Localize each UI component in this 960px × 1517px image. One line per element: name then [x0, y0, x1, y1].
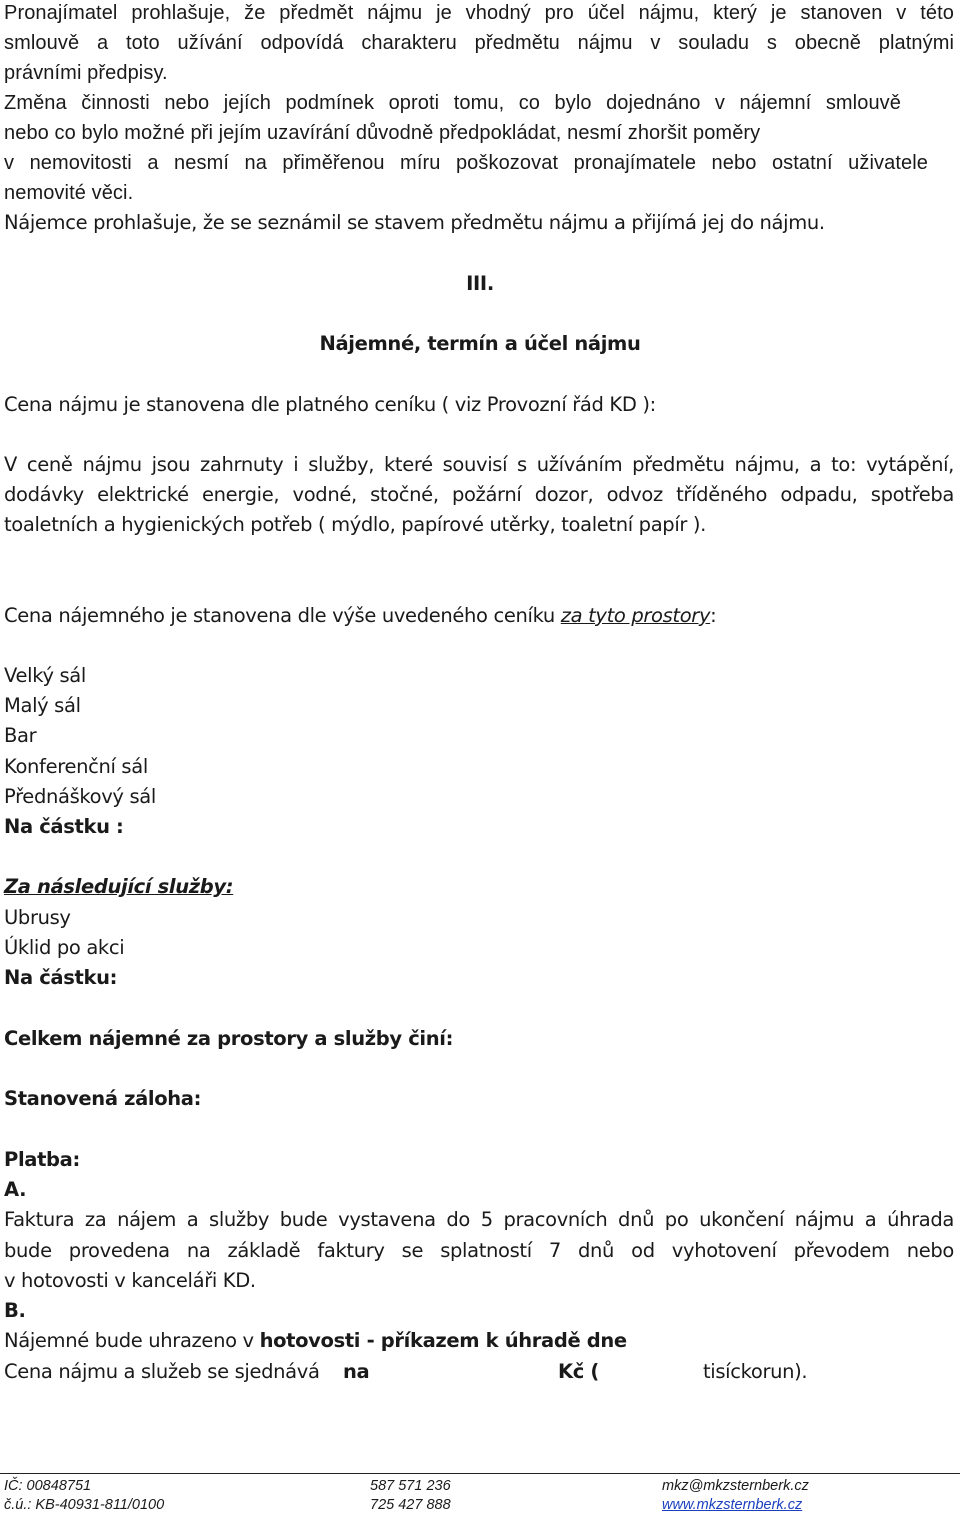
- paragraph-line: Nájemce prohlašuje, že se seznámil se stavem předmětu nájmu a přijímá jej do nájmu.: [4, 211, 825, 234]
- price-agreed-na: na: [343, 1360, 370, 1383]
- rent-intro: [4, 601, 716, 631]
- price-agreed-currency: Kč (: [558, 1360, 599, 1383]
- total-label: Celkem nájemné za prostory a služby činí:: [4, 1027, 454, 1050]
- option-a-label: A.: [4, 1178, 27, 1201]
- option-b-line: [4, 1326, 627, 1356]
- option-b-text: Nájemné bude uhrazeno v: [4, 1329, 260, 1352]
- services-heading: Za následující služby:: [4, 875, 234, 898]
- footer-account: č.ú.: KB-40931-811/0100: [4, 1497, 165, 1513]
- room-item: Přednáškový sál: [4, 785, 156, 808]
- paragraph-line: smlouvě a toto užívání odpovídá charakteru předmětu nájmu v souladu s obecně platnými: [4, 32, 954, 54]
- paragraph-line: v nemovitosti a nesmí na přiměřenou míru poškozovat pronajímatele nebo ostatní uživatele: [4, 152, 928, 174]
- footer-email: mkz@mkzsternberk.cz: [662, 1478, 809, 1494]
- amount-label: Na částku :: [4, 815, 124, 838]
- paragraph-line: právními předpisy.: [4, 62, 168, 84]
- page-footer: [0, 1473, 960, 1517]
- paragraph-line: nemovité věci.: [4, 182, 134, 204]
- footer-phone: 725 427 888: [370, 1497, 451, 1513]
- footer-web-link[interactable]: www.mkzsternberk.cz: [662, 1497, 803, 1513]
- service-item: Úklid po akci: [4, 936, 125, 959]
- payment-label: Platba:: [4, 1148, 80, 1171]
- rent-intro-emphasis: za tyto prostory: [560, 604, 711, 627]
- option-a-line: Faktura za nájem a služby bude vystavena do 5 pracovních dnů po ukončení nájmu a úhrada: [4, 1208, 954, 1231]
- paragraph-line: nebo co bylo možné při jejím uzavírání důvodně předpokládat, nesmí zhoršit poměry: [4, 122, 761, 144]
- services-line: dodávky elektrické energie, vodné, stočné, požární dozor, odvoz tříděného odpadu, spotřeba: [4, 483, 954, 506]
- footer-phone: 587 571 236: [370, 1478, 451, 1494]
- section-number: III.: [466, 272, 494, 295]
- option-a-line: bude provedena na základě faktury se splatností 7 dnů od vyhotovení převodem nebo: [4, 1239, 954, 1262]
- option-b-label: B.: [4, 1299, 26, 1322]
- rent-intro-text: Cena nájemného je stanovena dle výše uvedeného ceníku: [4, 604, 561, 627]
- room-item: Bar: [4, 724, 37, 747]
- price-intro: Cena nájmu je stanovena dle platného ceníku ( viz Provozní řád KD ):: [4, 393, 656, 416]
- option-a-line: v hotovosti v kanceláři KD.: [4, 1269, 256, 1292]
- deposit-label: Stanovená záloha:: [4, 1087, 202, 1110]
- services-line: toaletních a hygienických potřeb ( mýdlo, papírové utěrky, toaletní papír ).: [4, 513, 707, 536]
- amount-label: Na částku:: [4, 966, 118, 989]
- option-b-bold: hotovosti - příkazem k úhradě dne: [259, 1329, 627, 1352]
- room-item: Konferenční sál: [4, 755, 148, 778]
- room-item: Malý sál: [4, 694, 81, 717]
- paragraph-line: Pronajímatel prohlašuje, že předmět nájmu je vhodný pro účel nájmu, který je stanoven v této: [4, 2, 954, 24]
- section-title: Nájemné, termín a účel nájmu: [319, 332, 641, 355]
- services-line: V ceně nájmu jsou zahrnuty i služby, které souvisí s užíváním předmětu nájmu, a to: vytápění,: [4, 453, 954, 476]
- service-item: Ubrusy: [4, 906, 71, 929]
- rent-intro-colon: :: [710, 604, 717, 627]
- room-item: Velký sál: [4, 664, 86, 687]
- price-agreed-line: Cena nájmu a služeb se sjednává: [4, 1360, 320, 1383]
- footer-ico: IČ: 00848751: [4, 1478, 92, 1494]
- paragraph-line: Změna činnosti nebo jejích podmínek oproti tomu, co bylo dojednáno v nájemní smlouvě: [4, 92, 901, 114]
- price-agreed-words: tisíckorun).: [703, 1360, 808, 1383]
